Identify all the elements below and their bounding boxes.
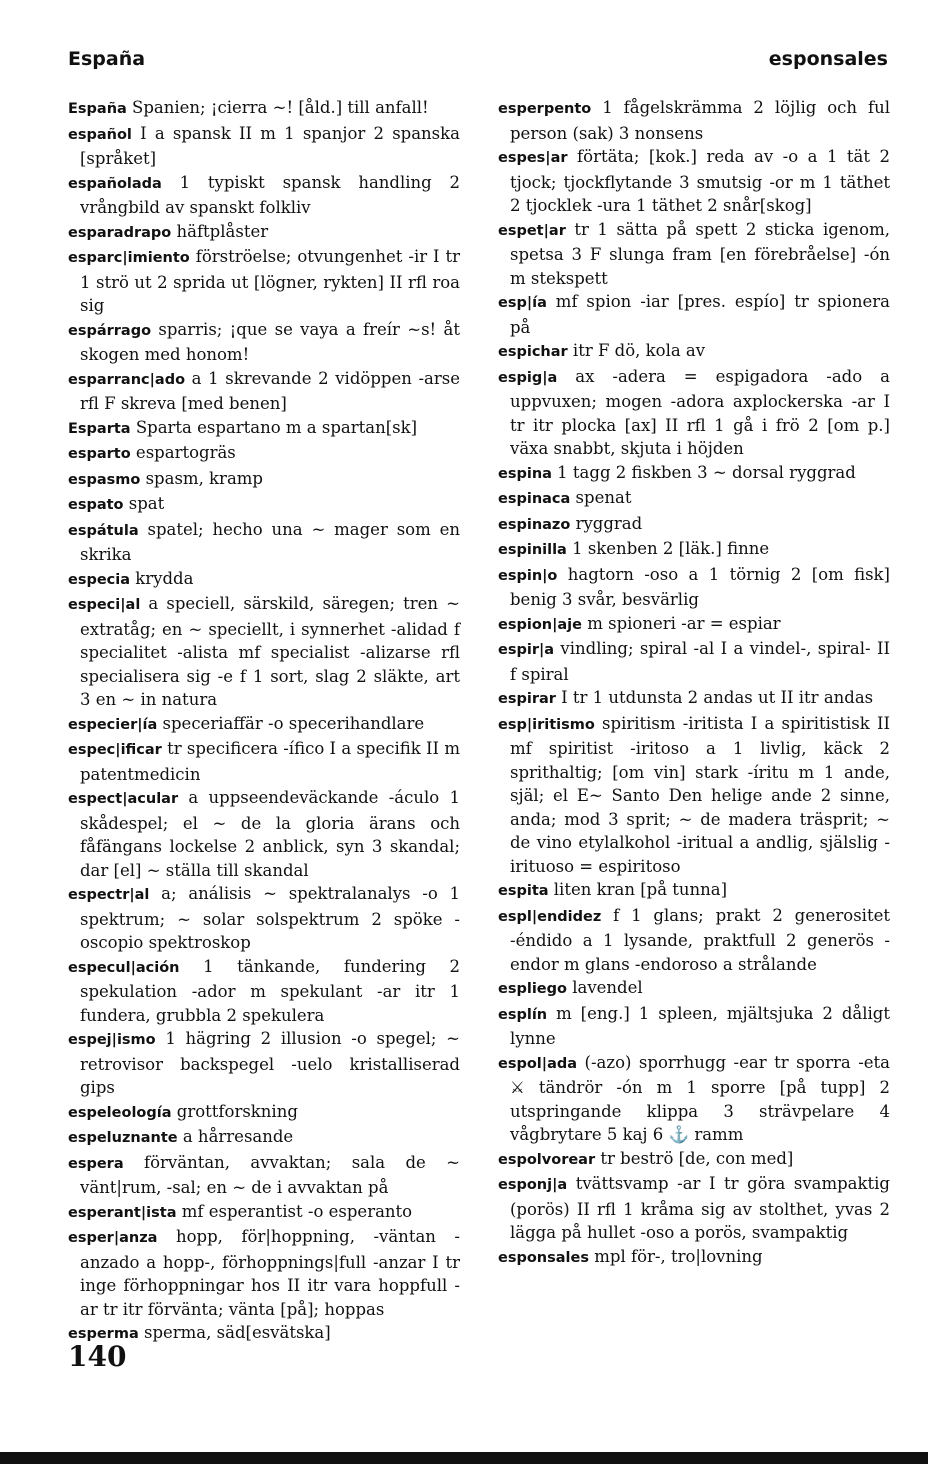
entry-headword: esperpento: [498, 101, 592, 117]
entry-headword: espárrago: [68, 322, 152, 339]
dictionary-entry: [68, 492, 460, 518]
entry-headword: esperant|ista: [68, 1204, 177, 1221]
entry-headword: esponsales: [498, 1249, 589, 1266]
entry-definition: 1 typiskt spansk handling 2 vrångbild av spanskt folkliv: [80, 172, 460, 217]
entry-definition: tr specificera -ífico I a specifik II m patentmedicin: [80, 739, 460, 784]
entry-headword: espec|ificar: [68, 742, 162, 758]
entry-definition: m spioneri -ar = espiar: [581, 613, 781, 633]
entry-headword: espliego: [498, 981, 567, 997]
entry-headword: esp|iritismo: [498, 716, 595, 733]
dictionary-entry: [498, 563, 890, 612]
entry-headword: esper|anza: [68, 1230, 158, 1246]
entry-definition: vindling; spiral -al I a vindel-, spiral- II f spiral: [510, 639, 890, 684]
entry-headword: espir|a: [498, 642, 555, 658]
dictionary-entry: [68, 712, 460, 738]
running-head-right: esponsales: [768, 48, 888, 70]
entry-definition: 1 fågelskrämma 2 löjlig och ful person (sak) 3 nonsens: [510, 98, 890, 143]
dictionary-entry: [498, 365, 890, 461]
dictionary-entry: [68, 318, 460, 367]
entry-definition: a uppseendeväckande -áculo 1 skådespel; el ~ de la gloria ärans och fåfängans lockelse 2 anblick, syn 3 skandal; dar [el] ~ ställa till skandal: [80, 788, 460, 880]
dictionary-entry: [68, 245, 460, 318]
entry-headword: esparc|imiento: [68, 250, 190, 266]
entry-headword: espera: [68, 1155, 124, 1172]
entry-headword: espeleología: [68, 1104, 172, 1121]
entry-definition: spat: [123, 494, 165, 513]
entry-definition: hopp, för|hoppning, -väntan -anzado a hopp-, förhoppnings|full -anzar I tr inge förhoppningar hos II itr vara hoppfull -ar tr itr förvänta; vänta [på]; hoppas: [80, 1227, 460, 1319]
dictionary-entry: [498, 612, 890, 638]
entry-headword: españolada: [68, 175, 162, 192]
dictionary-entry: [68, 786, 460, 882]
entry-definition: ax -adera = espigadora -ado a uppvuxen; mogen -adora axplockerska -ar I tr itr plocka [ax] II rfl 1 gå i frö 2 [om p.] växa snabbt, skjuta i höjden: [510, 366, 890, 458]
entry-definition: mpl för-, tro|lovning: [588, 1246, 763, 1266]
entry-definition: krydda: [130, 568, 194, 588]
entry-headword: espect|acular: [68, 791, 179, 807]
entry-definition: ryggrad: [570, 513, 643, 533]
entry-definition: 1 hägring 2 illusion -o spegel; ~ retrovisor backspegel -uelo kristalliserad gips: [80, 1029, 460, 1097]
entry-headword: espinazo: [498, 516, 571, 533]
entry-definition: I tr 1 utdunsta 2 andas ut II itr andas: [555, 688, 874, 707]
entry-definition: a 1 skrevande 2 vidöppen -arse rfl F skreva [med benen]: [80, 368, 460, 413]
dictionary-entry: [498, 637, 890, 686]
entry-headword: esplín: [498, 1006, 548, 1023]
entry-definition: m [eng.] 1 spleen, mjältsjuka 2 dåligt lynne: [510, 1003, 890, 1048]
entry-headword: esp|ía: [498, 295, 547, 311]
entry-headword: espig|a: [498, 369, 558, 386]
dictionary-entry: [68, 416, 460, 442]
dictionary-entry: [68, 1151, 460, 1200]
entry-headword: espl|endidez: [498, 908, 602, 925]
entry-definition: (-azo) sporrhugg -ear tr sporra -eta ⚔ tändrör -ón m 1 sporre [på tupp] 2 utspringande klippa 3 strävpelare 4 vågbrytare 5 kaj 6 ⚓ ramm: [510, 1052, 890, 1144]
entry-definition: spasm, kramp: [140, 468, 263, 488]
entry-definition: 1 tänkande, fundering 2 spekulation -ador m spekulant -ar itr 1 fundera, grubbla 2 spekulera: [80, 956, 460, 1025]
dictionary-entry: [68, 1100, 460, 1126]
dictionary-entry: [498, 290, 890, 339]
dictionary-entry: [68, 882, 460, 955]
entry-definition: grottforskning: [171, 1101, 298, 1121]
entry-definition: förströelse; otvungenhet -ir I tr 1 strö ut 2 sprida ut [lögner, rykten] II rfl roa sig: [80, 247, 460, 315]
dictionary-entry: [68, 592, 460, 712]
right-column: [498, 96, 890, 1270]
entry-definition: förväntan, avvaktan; sala de ~ vänt|rum, -sal; en ~ de i avvaktan på: [80, 1152, 460, 1197]
dictionary-entry: [498, 96, 890, 145]
entry-headword: especier|ía: [68, 716, 158, 733]
left-column: [68, 96, 460, 1347]
dictionary-entry: [68, 1200, 460, 1226]
entry-definition: sparris; ¡que se vaya a freír ~s! åt skogen med honom!: [80, 319, 460, 364]
dictionary-entry: [498, 1002, 890, 1051]
dictionary-entry: [498, 486, 890, 512]
entry-definition: a hårresande: [177, 1127, 294, 1146]
entry-definition: sperma, säd[esvätska]: [138, 1323, 331, 1342]
entry-definition: Sparta espartano m a spartan[sk]: [130, 417, 418, 437]
entry-headword: espasmo: [68, 471, 141, 488]
entry-headword: esponj|a: [498, 1177, 568, 1193]
entry-headword: espato: [68, 497, 124, 513]
entry-headword: España: [68, 101, 127, 117]
dictionary-entry: [68, 1321, 460, 1347]
dictionary-entry: [68, 96, 460, 122]
running-head-left: España: [68, 48, 146, 70]
entry-definition: förtäta; [kok.] reda av -o a 1 tät 2 tjock; tjockflytande 3 smutsig -or m 1 täthet 2 tjocklek -ura 1 täthet 2 snår[skog]: [510, 147, 890, 215]
entry-definition: hagtorn -oso a 1 törnig 2 [om fisk] benig 3 svår, besvärlig: [510, 564, 890, 609]
entry-definition: häftplåster: [171, 221, 269, 241]
dictionary-entry: [498, 512, 890, 538]
entry-headword: esperma: [68, 1326, 139, 1342]
dictionary-entry: [498, 1245, 890, 1271]
entry-headword: espirar: [498, 691, 556, 707]
entry-headword: Esparta: [68, 420, 131, 437]
entry-headword: espinilla: [498, 542, 567, 558]
dictionary-entry: [498, 686, 890, 712]
entry-definition: 1 skenben 2 [läk.] finne: [566, 539, 770, 558]
entry-definition: lavendel: [566, 978, 643, 997]
entry-headword: espes|ar: [498, 150, 568, 166]
dictionary-entry: [498, 537, 890, 563]
dictionary-entry: [498, 339, 890, 365]
dictionary-entry: [68, 1027, 460, 1100]
entry-definition: espartogräs: [130, 443, 236, 462]
entry-headword: especia: [68, 571, 131, 588]
entry-definition: Spanien; ¡cierra ~! [åld.] till anfall!: [126, 98, 429, 117]
dictionary-entry: [68, 955, 460, 1028]
dictionary-entry: [68, 467, 460, 493]
dictionary-entry: [68, 122, 460, 171]
entry-headword: espej|ismo: [68, 1032, 156, 1048]
entry-definition: liten kran [på tunna]: [548, 880, 728, 899]
entry-definition: mf spion -iar [pres. espío] tr spionera på: [510, 292, 890, 337]
entry-definition: tr 1 sätta på spett 2 sticka igenom, spetsa 3 F slunga fram [en förebråelse] -ón m stekspett: [510, 219, 890, 288]
entry-headword: espet|ar: [498, 222, 566, 239]
entry-headword: espolvorear: [498, 1151, 596, 1168]
entry-headword: espol|ada: [498, 1055, 578, 1072]
entry-headword: esparranc|ado: [68, 371, 186, 388]
entry-headword: espita: [498, 883, 549, 899]
entry-headword: espichar: [498, 344, 568, 360]
entry-definition: mf esperantist -o esperanto: [176, 1201, 413, 1221]
entry-definition: tr beströ [de, con med]: [595, 1148, 794, 1168]
entry-definition: f 1 glans; prakt 2 generositet -éndido a 1 lysande, praktfull 2 generös -endor m glans -endoroso a strålande: [510, 905, 890, 974]
entry-headword: espectr|al: [68, 887, 150, 903]
dictionary-entry: [498, 712, 890, 879]
dictionary-entry: [68, 737, 460, 786]
dictionary-entry: [68, 567, 460, 593]
entry-headword: esparadrapo: [68, 224, 172, 241]
bottom-scan-edge: [0, 1452, 928, 1464]
dictionary-entry: [498, 1172, 890, 1245]
entry-definition: 1 tagg 2 fiskben 3 ~ dorsal ryggrad: [551, 462, 856, 482]
entry-definition: I a spansk II m 1 spanjor 2 spanska [språket]: [80, 123, 460, 168]
entry-definition: spenat: [570, 488, 632, 507]
entry-headword: espina: [498, 465, 552, 482]
entry-headword: español: [68, 126, 132, 143]
dictionary-entry: [498, 878, 890, 904]
entry-definition: spatel; hecho una ~ mager som en skrika: [80, 519, 460, 564]
dictionary-entry: [498, 1147, 890, 1173]
dictionary-entry: [498, 461, 890, 487]
entry-definition: a speciell, särskild, säregen; tren ~ extratåg; en ~ speciellt, i synnerhet -alidad f specialitet -alista mf specialist -alizarse rfl specialisera sig -e f 1 sort, slag 2 släkte, art 3 en ~ in natura: [80, 594, 460, 709]
dictionary-entry: [68, 220, 460, 246]
entry-headword: especi|al: [68, 597, 141, 613]
entry-headword: espion|aje: [498, 616, 582, 633]
entry-headword: esparto: [68, 446, 131, 462]
dictionary-entry: [498, 218, 890, 291]
page-number: 140: [68, 1340, 127, 1373]
entry-definition: spiritism -iritista I a spiritistisk II mf spiritist -iritoso a 1 livlig, käck 2 sprithaltig; [om vin] stark -íritu m 1 ande, själ; el E~ Santo Den helige ande 2 sinne, anda; mod 3 sprit; ~ de madera träsprit; ~ de vino etylalkohol -iritual a andlig, själslig -irituoso = espiritoso: [510, 713, 890, 876]
dictionary-entry: [498, 976, 890, 1002]
entry-headword: espátula: [68, 522, 139, 539]
entry-headword: espinaca: [498, 491, 571, 507]
entry-headword: espeluznante: [68, 1130, 178, 1146]
entry-definition: speceriaffär -o specerihandlare: [157, 713, 425, 733]
dictionary-entry: [498, 1051, 890, 1147]
entry-headword: especul|ación: [68, 959, 180, 976]
dictionary-entry: [498, 904, 890, 977]
entry-definition: tvättsvamp -ar I tr göra svampaktig (porös) II rfl 1 kråma sig av stolthet, yvas 2 lägga på hullet -oso a porös, svampaktig: [510, 1174, 890, 1242]
entry-definition: itr F dö, kola av: [567, 341, 706, 360]
dictionary-entry: [498, 145, 890, 218]
dictionary-entry: [68, 171, 460, 220]
entry-headword: espin|o: [498, 567, 558, 584]
entry-definition: a; análisis ~ spektralanalys -o 1 spektrum; ~ solar solspektrum 2 spöke -oscopio spektroskop: [80, 884, 460, 952]
dictionary-entry: [68, 518, 460, 567]
dictionary-entry: [68, 367, 460, 416]
dictionary-entry: [68, 1225, 460, 1321]
dictionary-entry: [68, 441, 460, 467]
dictionary-entry: [68, 1125, 460, 1151]
